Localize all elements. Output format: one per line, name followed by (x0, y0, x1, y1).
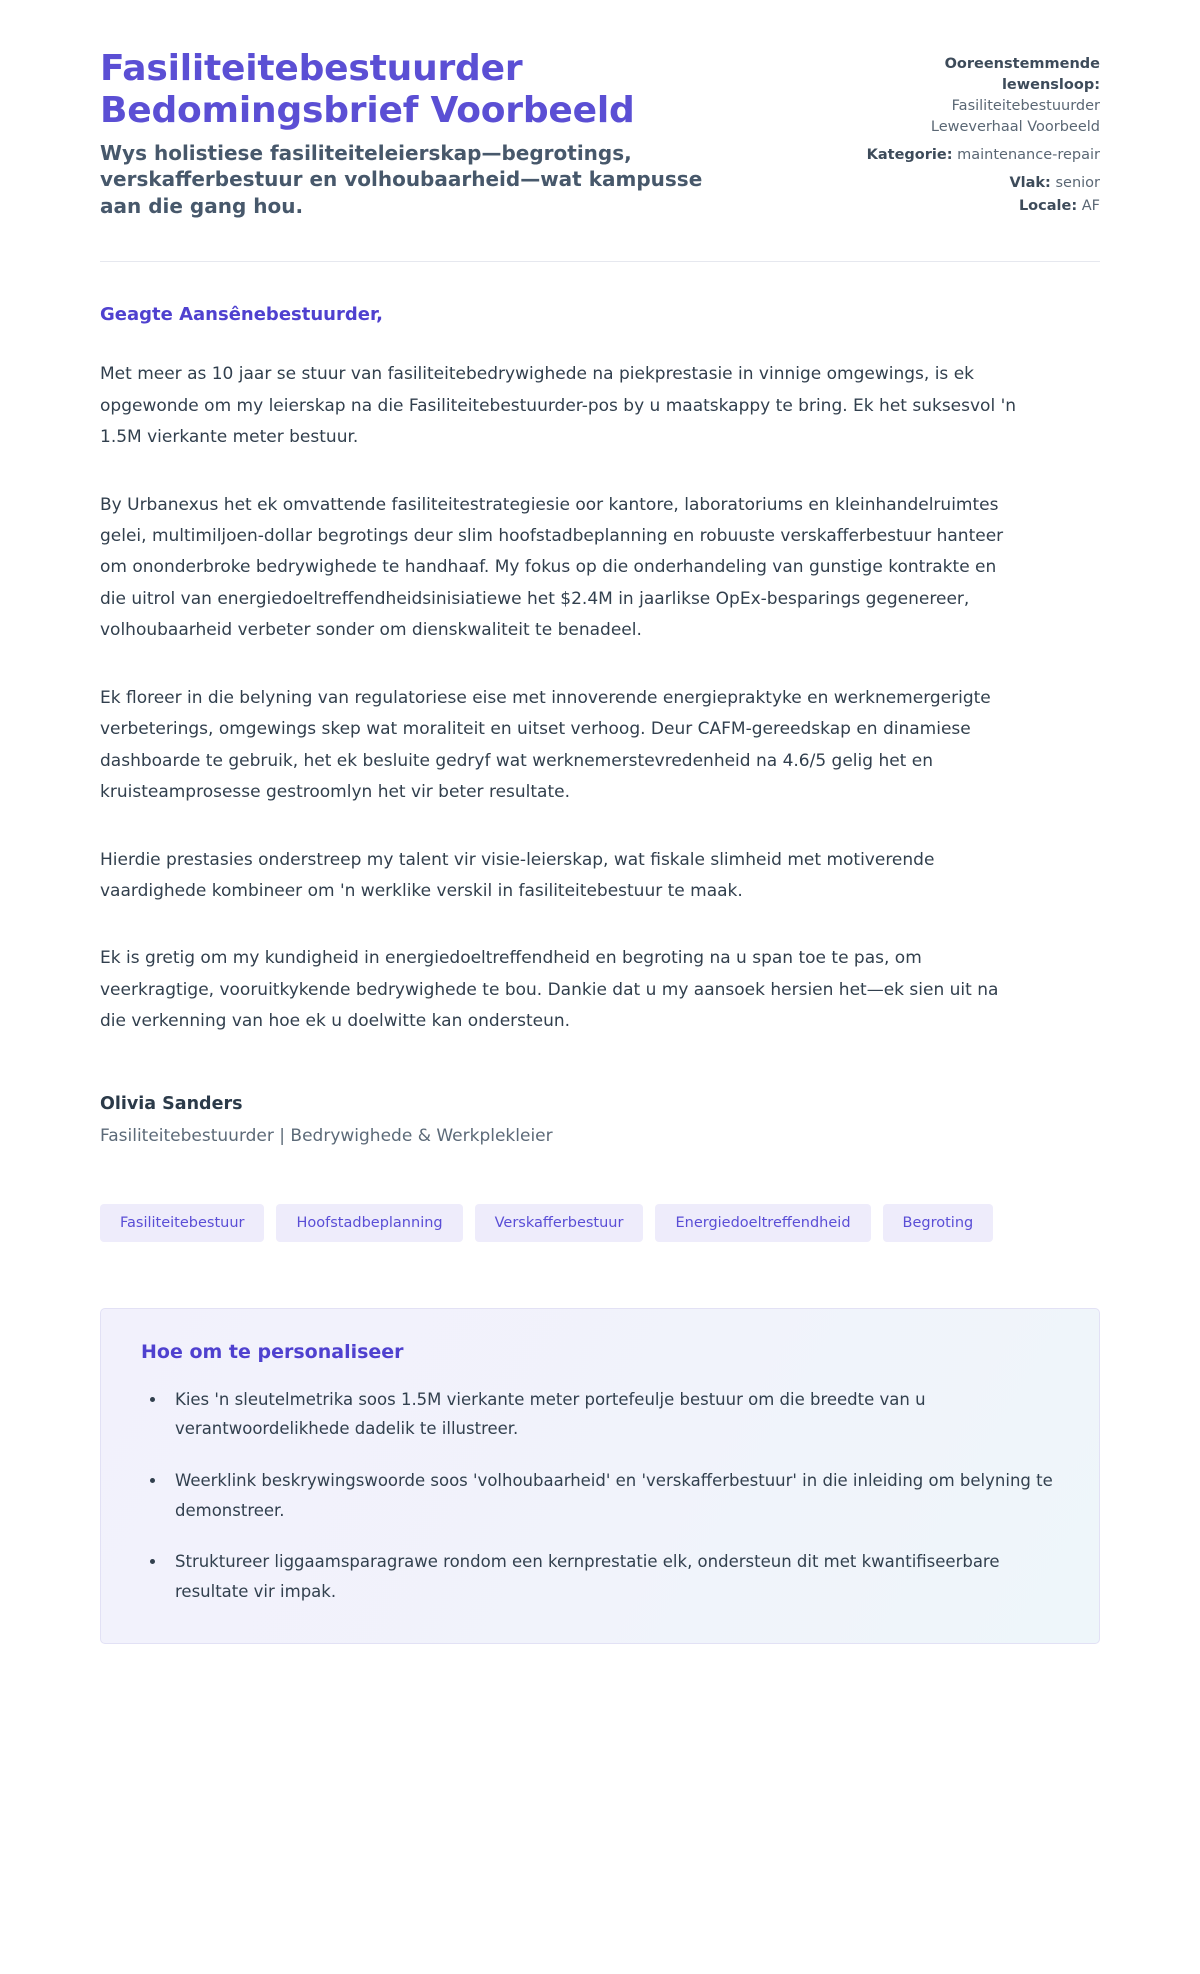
tips-title: Hoe om te personaliseer (141, 1340, 404, 1363)
cover-letter-body (100, 262, 1100, 1644)
matching-cv-meta (860, 54, 1100, 138)
tips-list-item: • Struktureer liggaamsparagrawe rondom een kernprestatie elk, ondersteun dit met kwantifiseerbare resultate vir impak. (167, 1547, 1059, 1606)
locale-value: AF (1081, 198, 1100, 215)
tips-list (141, 1385, 1059, 1607)
tag-chip[interactable]: Verskafferbestuur (475, 1204, 644, 1242)
category-value: maintenance-repair (957, 147, 1100, 164)
matching-cv-value: Fasiliteitebestuurder Leweverhaal Voorbeeld (930, 98, 1100, 136)
letter-paragraph: By Urbanexus het ek omvattende fasiliteitestrategiesie oor kantore, laboratoriums en kleinhandelruimtes gelei, multimiljoen-dollar begrotings deur slim hoofstadbeplanning en robuuste verskafferbestuur hanteer om ononderbroke bedrywighede te handhaaf. My fokus op die onderhandeling van gunstige kontrakte en die uitrol van energiedoeltreffendheidsinisiatiewe het $2.4M in jaarlikse OpEx-besparings gegenereer, volhoubaarheid verbeter sonder om dienskwaliteit te benadeel. (100, 494, 1004, 641)
level-label: Vlak: (1009, 175, 1051, 192)
level-value: senior (1055, 175, 1100, 192)
locale-meta (860, 196, 1100, 217)
letter-paragraph: Met meer as 10 jaar se stuur van fasiliteitebedrywighede na piekprestasie in vinnige omgewings, is ek opgewonde om my leierskap na die Fasiliteitebestuurder-pos by u maatskappy te bring. Ek het suksesvol 'n 1.5M vierkante meter bestuur. (100, 364, 1017, 448)
letter-paragraph: Ek is gretig om my kundigheid in energiedoeltreffendheid en begroting na u span toe te pas, om veerkragtige, vooruitkykende bedrywighede te bou. Dankie dat u my aansoek hersien het—ek sien uit na die verkenning van hoe ek u doelwitte kan ondersteun. (100, 948, 999, 1032)
page-subtitle: Wys holistiese fasiliteiteleierskap—begrotings, verskafferbestuur en volhoubaarheid—wat kampusse aan die gang hou. (100, 140, 703, 218)
letter-paragraph: Hierdie prestasies onderstreep my talent vir visie-leierskap, wat fiskale slimheid met motiverende vaardighede kombineer om 'n werklike verskil in fasiliteitebestuur te maak. (100, 849, 935, 901)
tips-list-item: • Weerklink beskrywingswoorde soos 'volhoubaarheid' en 'verskafferbestuur' in die inleiding om belyning te demonstreer. (167, 1466, 1059, 1525)
locale-label: Locale: (1018, 198, 1078, 215)
tag-list (100, 1204, 1100, 1242)
tag-chip[interactable]: Hoofstadbeplanning (276, 1204, 462, 1242)
signature-role: Fasiliteitebestuurder | Bedrywighede & Werkplekleier (100, 1125, 553, 1146)
document-header (100, 48, 1100, 262)
tag-chip[interactable]: Fasiliteitebestuur (100, 1204, 264, 1242)
letter-paragraph: Ek floreer in die belyning van regulatoriese eise met innoverende energiepraktyke en werknemergerigte verbeterings, omgewings skep wat moraliteit en uitset verhoog. Deur CAFM-gereedskap en dinamiese dashboarde te gebruik, het ek besluite gedryf wat werknemerstevredenheid na 4.6/5 gelig het en kruisteamprosesse gestroomlyn het vir beter resultate. (100, 687, 991, 803)
tag-chip[interactable]: Energiedoeltreffendheid (655, 1204, 870, 1242)
salutation: Geagte Aansênebestuurder, (100, 304, 384, 326)
level-meta (860, 173, 1100, 194)
header-metadata (860, 48, 1100, 219)
category-label: Kategorie: (866, 147, 953, 164)
matching-cv-label: Ooreenstemmende lewensloop: (944, 56, 1100, 94)
tips-list-item: • Kies 'n sleutelmetrika soos 1.5M vierkante meter portefeulje bestuur om die breedte van u verantwoordelikhede dadelik te illustreer. (167, 1385, 1059, 1444)
personalization-tips-box (100, 1308, 1100, 1644)
tag-chip[interactable]: Begroting (883, 1204, 994, 1242)
signature-name: Olivia Sanders (100, 1093, 243, 1114)
page-title: Fasiliteitebestuurder Bedomingsbrief Voorbeeld (100, 48, 635, 131)
category-meta (860, 145, 1100, 166)
header-title-block (100, 48, 800, 219)
signature-block (100, 1094, 1100, 1146)
